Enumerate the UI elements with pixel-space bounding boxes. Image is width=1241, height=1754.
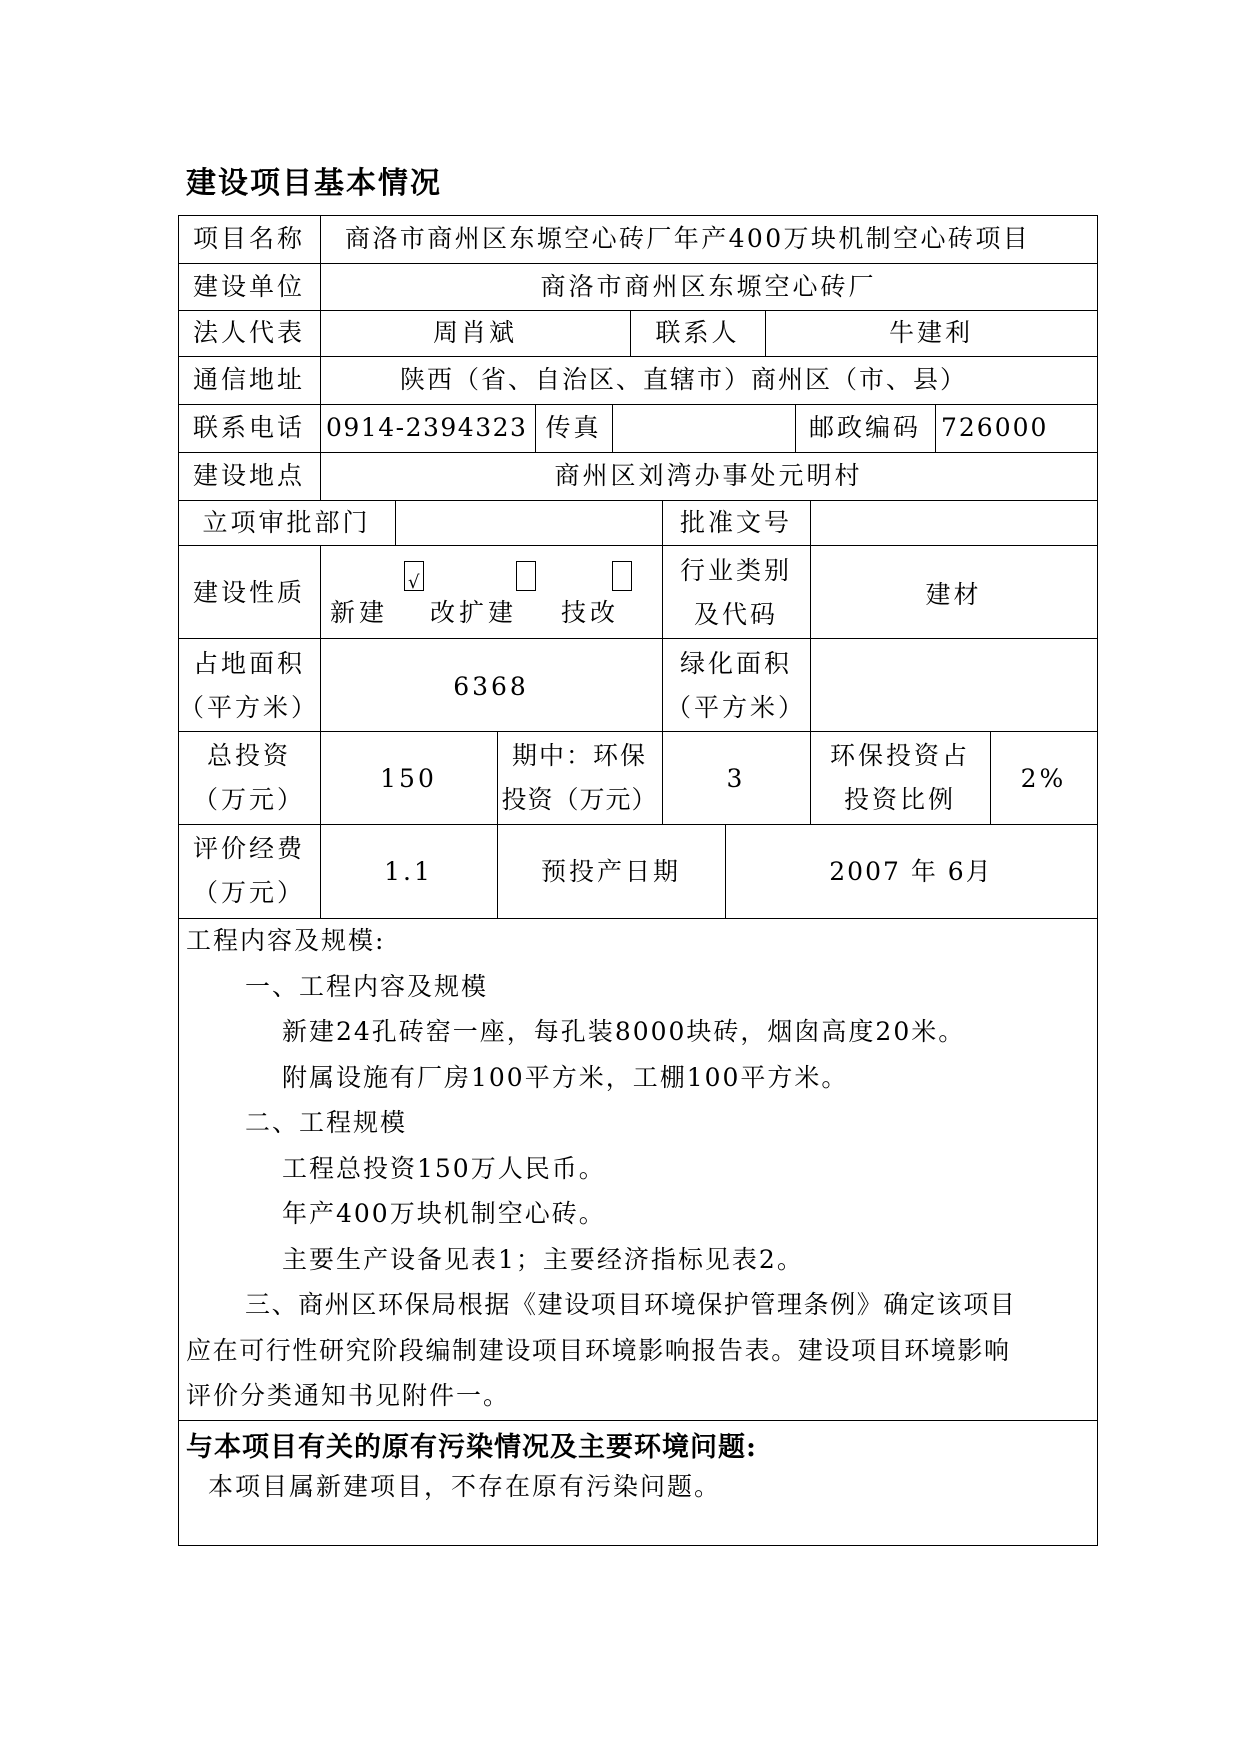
expand-option: 改扩建	[430, 598, 518, 627]
content-heading: 工程内容及规模:	[186, 926, 386, 955]
area-label-1: 占地面积	[192, 649, 305, 678]
ratio-label-1: 环保投资占	[829, 741, 970, 770]
postcode-label: 邮政编码	[808, 413, 921, 442]
legal-rep-value: 周肖斌	[432, 318, 517, 347]
row-divider	[178, 263, 1098, 264]
industry-label-2: 及代码	[693, 600, 778, 629]
content-line: 二、工程规模	[245, 1108, 408, 1137]
content-line: 附属设施有厂房100平方米，工棚100平方米。	[282, 1063, 849, 1092]
row-divider	[178, 731, 1098, 732]
col-divider	[320, 545, 321, 731]
row-divider	[178, 500, 1098, 501]
area-label-2: （平方米）	[178, 693, 319, 722]
table-border-top	[178, 215, 1098, 216]
invest-value: 150	[380, 764, 437, 793]
tech-upgrade-option: 技改	[561, 598, 620, 627]
content-line: 年产400万块机制空心砖。	[282, 1199, 606, 1228]
content-line: 一、工程内容及规模	[245, 972, 489, 1001]
new-build-option: 新建	[330, 598, 389, 627]
legal-rep-label: 法人代表	[192, 318, 305, 347]
row-divider	[178, 452, 1098, 453]
content-line: 新建24孔砖窑一座，每孔装8000块砖，烟囱高度20米。	[282, 1017, 966, 1046]
row-divider	[178, 918, 1098, 919]
start-date-label: 预投产日期	[540, 857, 681, 886]
content-line: 主要生产设备见表1；主要经济指标见表2。	[282, 1245, 804, 1274]
invest-label-1: 总投资	[206, 741, 291, 770]
contact-label: 联系人	[655, 318, 740, 347]
invest-label-2: （万元）	[192, 785, 305, 814]
nature-label: 建设性质	[192, 578, 305, 607]
env-invest-label-2: 投资（万元）	[501, 785, 658, 814]
row-divider	[178, 310, 1098, 311]
green-label-1: 绿化面积	[679, 649, 792, 678]
site-value: 商州区刘湾办事处元明村	[554, 461, 863, 490]
ratio-value: 2%	[1020, 764, 1067, 793]
content-line: 三、商州区环保局根据《建设项目环境保护管理条例》确定该项目	[245, 1290, 1017, 1319]
col-divider	[810, 545, 811, 731]
col-divider	[612, 404, 613, 452]
row-divider	[178, 824, 1098, 825]
row-divider	[178, 545, 1098, 546]
postcode-value: 726000	[941, 413, 1049, 442]
builder-value: 商洛市商州区东塬空心砖厂	[540, 272, 877, 301]
row-divider	[178, 1420, 1098, 1421]
approval-dept-label: 立项审批部门	[202, 508, 371, 537]
phone-value: 0914-2394323	[326, 413, 528, 442]
ratio-label-2: 投资比例	[843, 785, 956, 814]
approval-no-label: 批准文号	[679, 508, 792, 537]
fee-label-1: 评价经费	[192, 834, 305, 863]
green-label-2: （平方米）	[665, 693, 806, 722]
row-divider	[178, 638, 1098, 639]
col-divider	[320, 215, 321, 500]
row-divider	[178, 356, 1098, 357]
tech-upgrade-checkbox	[612, 561, 632, 591]
table-border-right	[1097, 215, 1098, 1545]
env-invest-label-1: 期中：环保	[511, 741, 647, 770]
content-line: 工程总投资150万人民币。	[282, 1154, 606, 1183]
col-divider	[395, 500, 396, 545]
expand-checkbox	[516, 561, 536, 591]
industry-label-1: 行业类别	[679, 556, 792, 585]
content-line: 应在可行性研究阶段编制建设项目环境影响报告表。建设项目环境影响	[186, 1336, 1011, 1365]
content-line: 评价分类通知书见附件一。	[186, 1381, 511, 1410]
address-label: 通信地址	[192, 365, 305, 394]
table-border-bottom	[178, 1545, 1098, 1546]
area-value: 6368	[453, 672, 529, 701]
site-label: 建设地点	[192, 461, 305, 490]
col-divider	[810, 500, 811, 545]
fax-label: 传真	[545, 413, 602, 442]
page-title: 建设项目基本情况	[186, 166, 442, 201]
env-invest-value: 3	[726, 764, 746, 793]
pollution-text: 本项目属新建项目，不存在原有污染问题。	[208, 1472, 722, 1501]
project-name-value: 商洛市商州区东塬空心砖厂年产400万块机制空心砖项目	[345, 224, 1031, 253]
phone-label: 联系电话	[192, 413, 305, 442]
fee-value: 1.1	[384, 857, 433, 886]
contact-value: 牛建利	[888, 318, 973, 347]
col-divider	[935, 404, 936, 452]
industry-value: 建材	[925, 580, 982, 609]
address-value: 陕西（省、自治区、直辖市）商州区（市、县）	[400, 365, 968, 394]
start-date-value: 2007 年 6月	[829, 857, 993, 886]
check-mark-icon: √	[408, 572, 420, 593]
row-divider	[178, 404, 1098, 405]
builder-label: 建设单位	[192, 272, 305, 301]
project-name-label: 项目名称	[192, 224, 305, 253]
pollution-heading: 与本项目有关的原有污染情况及主要环境问题:	[186, 1432, 757, 1463]
fee-label-2: （万元）	[192, 878, 305, 907]
